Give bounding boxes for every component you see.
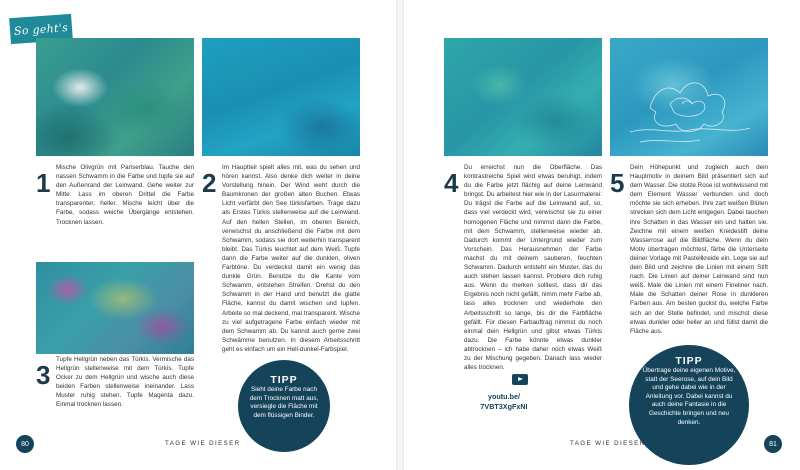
page-number-left: 80: [16, 435, 34, 453]
water-rose-sketch: [610, 38, 768, 156]
painting-step-2: [202, 38, 360, 156]
step-2-text: Im Hauptteil spielt alles mit, was du sehen und hören kannst. Also denke dich weiter in deine Vorstellung hinein. Der Wind weht durch die Baumkronen der großen alten Buchen. Etwas Licht verfärbt den See türkisfarben. Trage dazu als Erstes Türkis stellenweise auf die Leinwand. Auf den hellen Stellen, im oberen Bereich, verwischst du anschließend die Farbe mit dem Schwamm, sodass sie dort weiterhin transparent bleibt. Das Türkis leuchtet auf dem Weiß. Tupfe dann die Farbe weiter auf die dunklen, oliven Farbtöne. Du verdeckst damit ein wenig das dunkle Grün. Benutze du die Kante vom Schwamm, entstehen Streifen. Drehst du den Schwamm in der Hand und benutzt die glatte Fläche, kannst du damit wischen und tupfen. Arbeite so mal deckend, mal transparent. Wische zu viel aufgetragene Farbe einfach wieder mit dem Schwamm ab. Du kannst auch gerne zwei Schwämme benutzen. In diesem Arbeitsschritt geht es einfach um ein Hell-dunkel-Farbspiel.: [222, 164, 360, 353]
painting-step-1: [36, 38, 194, 156]
tip-right-text: Übertrage deine eigenen Motive, statt der Seerose, auf dein Bild und gehe dabei wie in der Anleitung vor. Dabei kannst du auch deine Fantasie in die Geschichte bringen und neu denken.: [642, 367, 736, 426]
step-3-number: 3: [36, 360, 51, 390]
youtube-link[interactable]: [470, 392, 538, 422]
painting-step-3: [36, 262, 194, 354]
step-5-text: Dein Höhepunkt und zugleich auch dein Hauptmotiv in deinem Bild präsentiert sich auf dem Wasser. Die stolze Rose ist wohlwissend mit dem Element Wasser verbunden und doch möchte sie sich erheben. Ihre zart weißen Blüten strecken sich dem Licht entgegen. Dabei tauchen ihre Schatten in das Wasser ein und halten sie. Zeichne mit einem weißen Kreidestift deine Wasserrose auf die Bildfläche. Wenn du dein Motiv übertragen möchtest, färbe die Unterseite deiner Vorlage mit Pastellkreide ein. Lege sie auf dein Bild und zeichne die Linien mit einem Stift nach. Die Linien auf deiner Leinwand sind nun weiß. Male die Linien mit einem Fineliner nach. Male die Schatten deiner Rose in dunkleren Farben aus. Am besten guckst du, welche Farbe sich an der Stelle befindet, und mischst diese etwas dunkler oder heller an und füllst damit die Fläche aus.: [630, 164, 768, 335]
tip-circle-left: [238, 360, 330, 452]
footer-title-left: TAGE WIE DIESER: [165, 440, 241, 447]
book-gutter: [396, 0, 404, 470]
tip-left-text: Sieht deine Farbe nach dem Trocknen matt aus, versiegle die Fläche mit dem flüssigen Binder.: [249, 386, 319, 419]
step-3-text: Tupfe Hellgrün neben das Türkis. Vermische das Hellgrün stellenweise mit dem Türkis. Tupfe Ocker zu dem Hellgrün und wische auch diese beiden Farben stellenweise ineinander. Lass Muster ruhig stehen. Tupfe Magenta dazu. Einmal trocknen lassen.: [56, 356, 194, 409]
step-1-number: 1: [36, 168, 51, 198]
step-5-number: 5: [610, 168, 625, 198]
painting-step-4: [444, 38, 602, 156]
footer-title-right: TAGE WIE DIESER: [570, 440, 646, 447]
youtube-play-icon: [512, 374, 528, 385]
banner-label: So geht's: [13, 20, 69, 38]
page-number-right: 81: [764, 435, 782, 453]
step-1-text: Mische Olivgrün mit Pariserblau. Tauche den nassen Schwamm in die Farbe und tupfe sie auf den Außenrand der Leinwand. Gehe weiter zur Mitte. Lass im oberen Drittel die Farbe transparenter, heller. Mische leicht über die Farbe, sodass weiche Übergänge entstehen. Trocknen lassen.: [56, 164, 194, 226]
youtube-link-line2: 7VBT3XgFxNI: [480, 402, 528, 411]
step-4-number: 4: [444, 168, 459, 198]
tip-right-title: TIPP: [675, 355, 703, 367]
tip-left-title: TIPP: [270, 374, 298, 386]
painting-step-5: [610, 38, 768, 156]
youtube-link-line1: youtu.be/: [488, 392, 520, 401]
step-2-number: 2: [202, 168, 217, 198]
tip-circle-right: [629, 345, 749, 465]
step-4-text: Du erreichst nun die Oberfläche. Das kontrastreiche Spiel wird etwas beruhigt, indem du die Farbe jetzt flächig auf deine Leinwand bringst. Du arbeitest hier wie in der Lasurmalerei: Du trägst die Farbe auf die Leinwand auf, so, dass viel verdeckt wird, verwischst sie zu einer homogenen Fläche und nimmst dann die Farbe, mit dem Schwamm, stellenweise wieder ab. Dadurch kommt der Untergrund wieder zum Vorschein. Das Herausnehmen der Farbe machst du mit deinem sauberen, feuchten Schwamm. Dadurch entsteht ein Muster, das du auch stehen lassen kannst. Probiere dich ruhig aus. Wenn du merken solltest, dass dir das Ergebnis noch nicht gefällt, nimm mehr Farbe ab, lass alles trocknen und wiederhole den Arbeitsschritt so lange, bis dir die Farbfläche gefällt. Für diesen Farbauftrag nimmst du noch einmal dein Hellgrün und gibst etwas Türkis dazu. Die Farbe könnte etwas dunkler abtrocknen – ich habe daher noch etwas Weiß zu der Mischung gegeben. Danach lass wieder alles trocknen.: [464, 164, 602, 372]
